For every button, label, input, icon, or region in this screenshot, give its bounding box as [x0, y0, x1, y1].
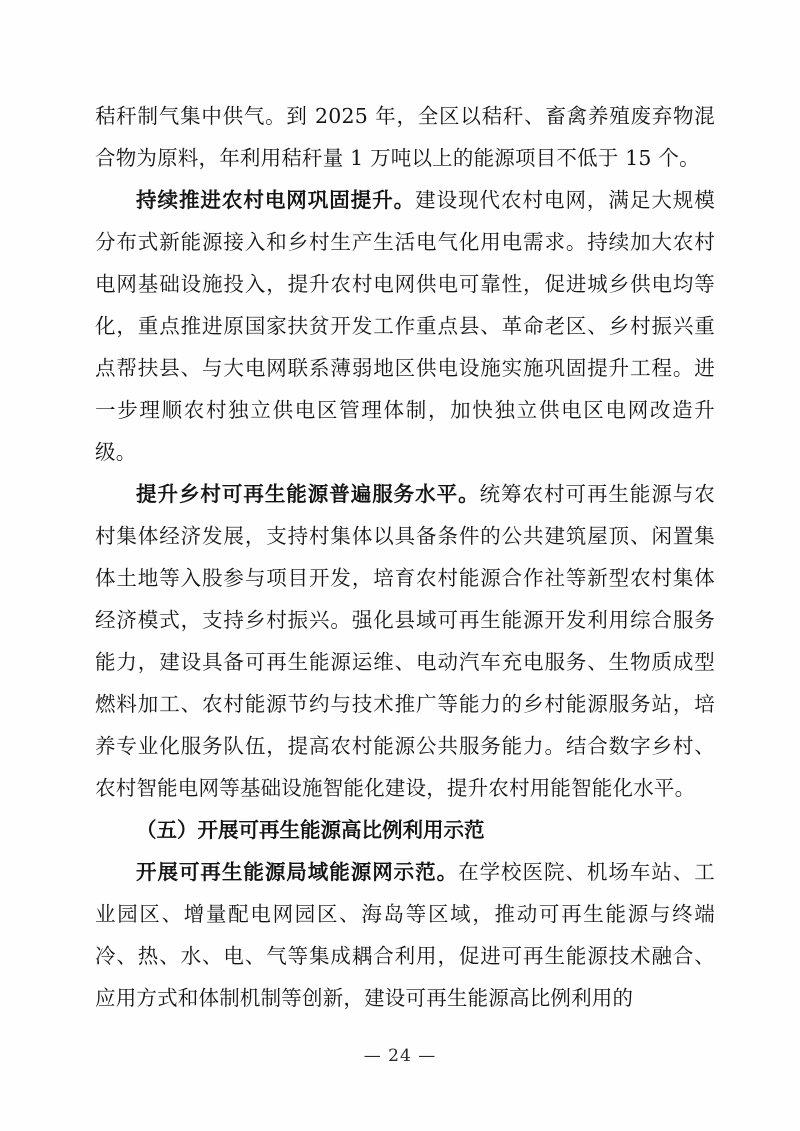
paragraph-3-text: 统筹农村可再生能源与农村集体经济发展，支持村集体以具备条件的公共建筑屋顶、闲置集体土地等入股参与项目开发，培育农村能源合作社等新型农村集体经济模式，支持乡村振兴。强化县域可再生能源开发利用综合服务能力，建设具备可再生能源运维、电动汽车充电服务、生物质成型燃料加工、农村能源节约与技术推广等能力的乡村能源服务站，培养专业化服务队伍，提高农村能源公共服务能力。结合数字乡村、农村智能电网等基础设施智能化建设，提升农村用能智能化水平。 [95, 482, 716, 800]
paragraph-2-text: 建设现代农村电网，满足大规模分布式新能源接入和乡村生产生活电气化用电需求。持续加大农村电网基础设施投入，提升农村电网供电可靠性，促进城乡供电均等化，重点推进原国家扶贫开发工作重点县、革命老区、乡村振兴重点帮扶县、与大电网联系薄弱地区供电设施实施巩固提升工程。进一步理顺农村独立供电区管理体制，加快独立供电区电网改造升级。 [95, 188, 715, 464]
paragraph-4 [95, 851, 715, 1019]
paragraph-4-lead: 开展可再生能源局域能源网示范。 [136, 860, 459, 884]
paragraph-1 [95, 95, 715, 179]
section-heading: （五）开展可再生能源高比例利用示范 [136, 818, 485, 842]
page-content [95, 95, 715, 1019]
paragraph-2-lead: 持续推进农村电网巩固提升。 [136, 188, 416, 212]
page-number: — 24 — [363, 1046, 437, 1066]
paragraph-3 [95, 473, 715, 809]
paragraph-4-text: 在学校医院、机场车站、工业园区、增量配电网园区、海岛等区域，推动可再生能源与终端冷、热、水、电、气等集成耦合利用，促进可再生能源技术融合、应用方式和体制机制等创新，建设可再生能源高比例利用的 [95, 860, 715, 1010]
paragraph-1-text: 秸秆制气集中供气。到 2025 年，全区以秸秆、畜禽养殖废弃物混合物为原料，年利用秸秆量 1 万吨以上的能源项目不低于 15 个。 [95, 104, 715, 170]
paragraph-3-lead: 提升乡村可再生能源普遍服务水平。 [136, 482, 480, 506]
paragraph-2 [95, 179, 715, 473]
